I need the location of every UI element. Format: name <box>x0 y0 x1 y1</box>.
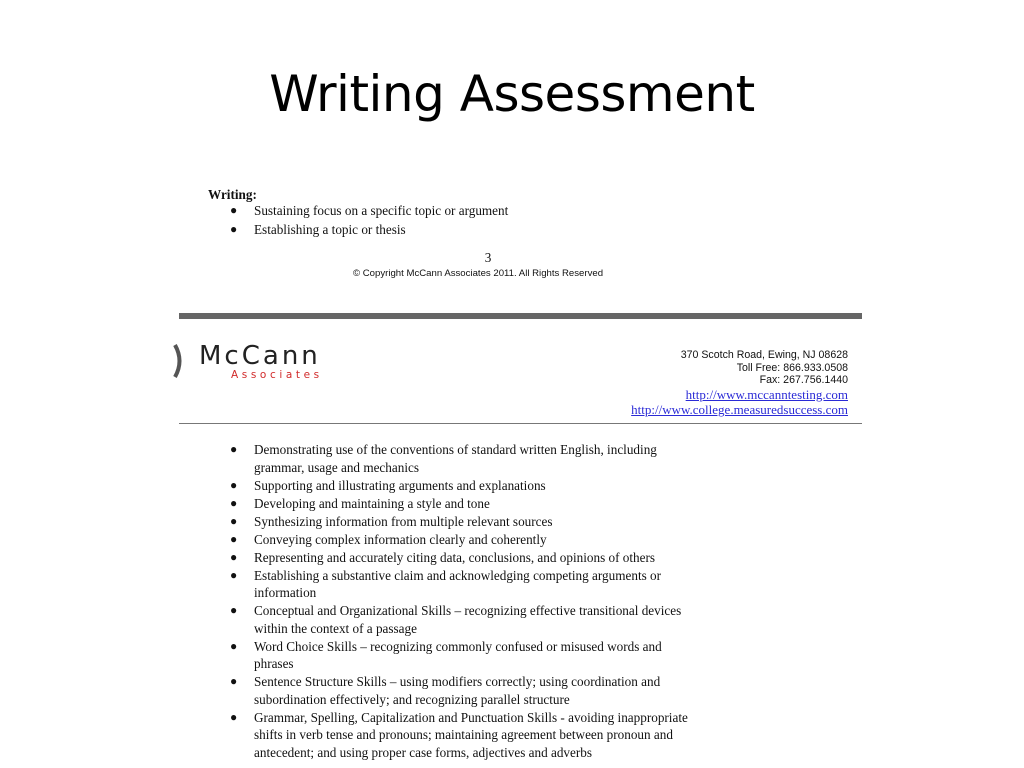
list-item-line: Demonstrating use of the conventions of standard written English, including <box>254 442 657 457</box>
list-item <box>208 441 768 476</box>
list-item-text: Sustaining focus on a specific topic or argument <box>254 203 509 218</box>
list-item-line: phrases <box>254 656 294 672</box>
list-item-line: Word Choice Skills – recognizing commonly confused or misused words and <box>254 638 662 654</box>
list-item-line: Supporting and illustrating arguments and explanations <box>254 477 546 493</box>
header-divider <box>179 423 862 424</box>
bullet-icon: ● <box>230 221 238 236</box>
list-item-line: within the context of a passage <box>254 620 417 636</box>
list-item-line: antecedent; and using proper case forms, adjectives and adverbs <box>254 745 592 760</box>
list-item <box>208 709 768 762</box>
list-item-line: Developing and maintaining a style and tone <box>254 495 490 511</box>
list-item <box>208 549 768 567</box>
company-logo-name: McCann <box>199 341 321 371</box>
page-number: 3 <box>484 250 492 265</box>
list-item-line: Grammar, Spelling, Capitalization and Punctuation Skills - avoiding inappropriate <box>254 709 688 725</box>
list-item-line: Synthesizing information from multiple relevant sources <box>254 513 553 529</box>
list-item <box>208 221 728 239</box>
bullet-icon: ● <box>230 513 238 528</box>
list-item <box>208 638 768 673</box>
page-break-divider <box>179 313 862 319</box>
website-link[interactable]: http://www.mccanntesting.com <box>685 386 848 402</box>
bullet-icon: ● <box>230 674 238 689</box>
slide-title: Writing Assessment <box>269 65 755 123</box>
list-item <box>208 495 768 513</box>
list-item <box>208 477 768 495</box>
section-heading: Writing: <box>208 187 257 202</box>
bullet-icon: ● <box>230 638 238 653</box>
bullet-icon: ● <box>230 709 238 724</box>
list-item-line: subordination effectively; and recognizing parallel structure <box>254 691 570 707</box>
list-item-line: shifts in verb tense and pronouns; maintaining agreement between pronoun and <box>254 727 673 743</box>
list-item-line: Representing and accurately citing data, conclusions, and opinions of others <box>254 549 656 565</box>
address-line: 370 Scotch Road, Ewing, NJ 08628 <box>680 349 848 361</box>
college-website-link[interactable]: http://www.college.measuredsuccess.com <box>631 402 848 418</box>
copyright-notice: © Copyright McCann Associates 2011. All Rights Reserved <box>353 268 604 279</box>
logo-mark-icon <box>173 343 185 379</box>
contact-block <box>631 349 848 418</box>
bullet-icon: ● <box>230 603 238 618</box>
bullet-icon: ● <box>230 531 238 546</box>
list-item <box>208 202 728 220</box>
list-item <box>208 513 768 531</box>
list-item-line: Conceptual and Organizational Skills – recognizing effective transitional devices <box>254 603 682 619</box>
writing-skills-list <box>208 441 768 762</box>
list-item-line: Establishing a substantive claim and acknowledging competing arguments or <box>254 567 662 583</box>
list-item <box>208 567 768 602</box>
bullet-icon: ● <box>230 549 238 564</box>
bullet-icon: ● <box>230 495 238 510</box>
list-item-text: Establishing a topic or thesis <box>254 221 406 237</box>
company-logo-subtitle: Associates <box>231 369 323 381</box>
bullet-icon: ● <box>230 477 238 492</box>
list-item-line: grammar, usage and mechanics <box>254 459 419 475</box>
toll-free-line: Toll Free: 866.933.0508 <box>736 361 848 374</box>
list-item-line: Sentence Structure Skills – using modifiers correctly; using coordination and <box>254 674 661 690</box>
list-item <box>208 602 768 637</box>
list-item-line: Conveying complex information clearly and coherently <box>254 531 547 547</box>
bullet-icon: ● <box>230 567 238 582</box>
bullet-icon: ● <box>230 442 238 456</box>
writing-list-top <box>208 202 728 239</box>
list-item-line: information <box>254 585 317 601</box>
fax-line: Fax: 267.756.1440 <box>759 374 848 387</box>
list-item <box>208 531 768 549</box>
list-item <box>208 673 768 708</box>
bullet-icon: ● <box>230 203 238 217</box>
